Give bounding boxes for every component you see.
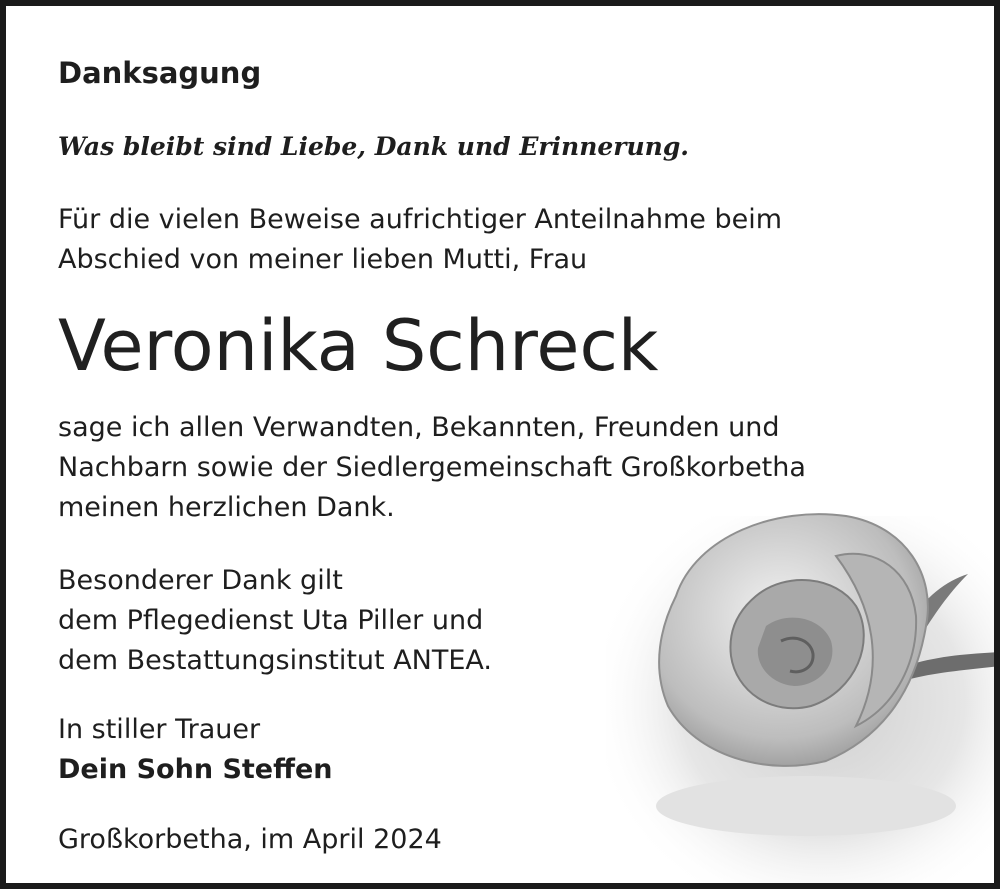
thanks-line: sage ich allen Verwandten, Bekannten, Freunden und [58, 412, 780, 443]
motto: Was bleibt sind Liebe, Dank und Erinnerung. [58, 132, 690, 161]
intro-line: Abschied von meiner lieben Mutti, Frau [58, 244, 588, 275]
thanks-text [58, 408, 806, 528]
intro-text [58, 200, 782, 280]
rose-icon [606, 476, 1000, 889]
deceased-name: Veronika Schreck [58, 305, 659, 387]
thanks-line: Nachbarn sowie der Siedlergemeinschaft Großkorbetha [58, 452, 806, 483]
signature: Dein Sohn Steffen [58, 754, 333, 785]
special-thanks-text [58, 561, 492, 681]
special-thanks-line: dem Pflegedienst Uta Piller und [58, 605, 484, 636]
intro-line: Für die vielen Beweise aufrichtiger Anteilnahme beim [58, 204, 783, 235]
mourning-text: In stiller Trauer [58, 714, 261, 745]
heading: Danksagung [58, 56, 262, 90]
thanks-line: meinen herzlichen Dank. [58, 492, 395, 523]
special-thanks-line: dem Bestattungsinstitut ANTEA. [58, 645, 493, 676]
place-date: Großkorbetha, im April 2024 [58, 824, 442, 855]
special-thanks-line: Besonderer Dank gilt [58, 565, 343, 596]
